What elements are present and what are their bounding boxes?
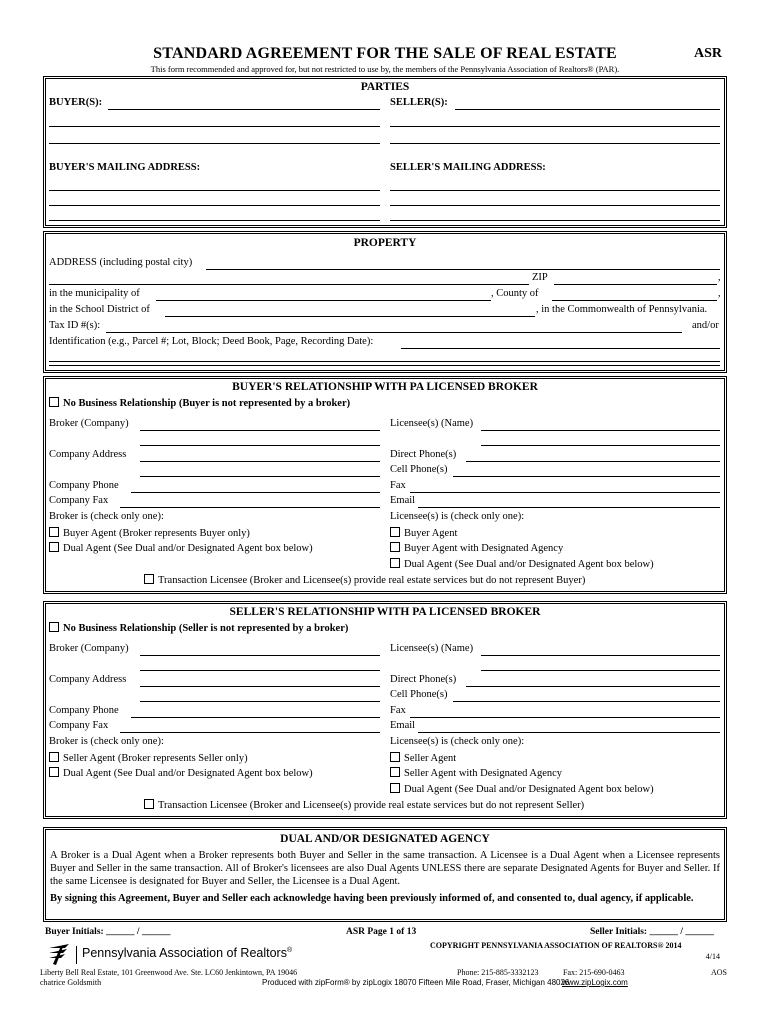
buyer-direct-phone-field[interactable] xyxy=(466,461,720,462)
par-logo-icon xyxy=(47,942,71,966)
buyer-broker-company-field[interactable] xyxy=(140,430,380,431)
property-section: PROPERTY ADDRESS (including postal city) ZIP , in the municipality of , County of , in the School District of , in the Commonwealth of Pennsylvania. Tax ID #(s): and/or Identification (e.g., Parcel #; Lot, Block; Deed Book, Page, Recording Date): xyxy=(43,231,727,373)
buyer-fax-field[interactable] xyxy=(410,492,720,493)
zip-label: ZIP xyxy=(532,272,548,283)
buyers-field-2[interactable] xyxy=(49,126,380,127)
property-heading: PROPERTY xyxy=(353,237,417,249)
buyers-field-3[interactable] xyxy=(49,143,380,144)
seller-company-phone-label: Company Phone xyxy=(49,705,119,716)
seller-company-address-field[interactable] xyxy=(140,686,380,687)
ziplogix-link[interactable]: www.zipLogix.com xyxy=(562,978,628,987)
address-field[interactable] xyxy=(206,269,720,270)
buyer-licensee-is-label: Licensee(s) is (check only one): xyxy=(390,511,525,522)
seller-licensee-name-field-2[interactable] xyxy=(481,670,720,671)
copyright: COPYRIGHT PENNSYLVANIA ASSOCIATION OF REALTORS® 2014 xyxy=(430,941,682,950)
seller-licensee-agent-checkbox[interactable] xyxy=(390,752,400,762)
form-code: ASR xyxy=(693,46,722,61)
buyer-direct-phone-label: Direct Phone(s) xyxy=(390,449,457,460)
identification-field[interactable] xyxy=(401,348,720,349)
seller-broker-company-field[interactable] xyxy=(140,655,380,656)
seller-direct-phone-field[interactable] xyxy=(466,686,720,687)
seller-broker-heading: SELLER'S RELATIONSHIP WITH PA LICENSED BROKER xyxy=(229,606,541,618)
aos-code: AOS xyxy=(710,968,727,977)
buyer-mailing-label: BUYER'S MAILING ADDRESS: xyxy=(49,162,201,173)
sellers-label: SELLER(S): xyxy=(390,97,448,108)
parties-section xyxy=(43,76,727,228)
seller-no-relationship-checkbox[interactable] xyxy=(49,622,59,632)
address-label: ADDRESS (including postal city) xyxy=(49,257,193,268)
seller-broker-section: SELLER'S RELATIONSHIP WITH PA LICENSED BROKER No Business Relationship (Seller is not represented by a broker) Broker (Company) Licensee(s) (Name) Company Address Direct Phone(s) Cell Phone(s) Company Phone Fax Company Fax Email Broker is (check only one): Licensee(s) is (check only one): Seller Agent (Broker represents Seller only) Seller Agent Dual Agent (See Dual and/or Designated Agent box below) Seller Agent with Designated Agency Dual Agent (See Dual and/or Designated Agent box below) Transaction Licensee (Broker and Licensee(s) provide real estate services but do not represent Seller) xyxy=(43,601,727,819)
sellers-field-2[interactable] xyxy=(390,126,720,127)
parties-heading: PARTIES xyxy=(360,81,410,93)
buyer-licensee-dual-checkbox[interactable] xyxy=(390,558,400,568)
seller-company-fax-field[interactable] xyxy=(120,732,380,733)
buyer-cell-phone-label: Cell Phone(s) xyxy=(390,464,448,475)
seller-no-relationship-label: No Business Relationship (Seller is not represented by a broker) xyxy=(63,623,349,634)
buyer-mailing-field-2[interactable] xyxy=(49,205,380,206)
seller-licensee-name-field[interactable] xyxy=(481,655,720,656)
seller-mailing-field-3[interactable] xyxy=(390,220,720,221)
address-field-2[interactable] xyxy=(49,284,529,285)
dual-agency-section xyxy=(43,827,727,922)
dual-agency-text: A Broker is a Dual Agent when a Broker represents both Buyer and Seller in the same transaction. A Licensee is a Dual Agent when a Licensee represents Buyer and Seller in the same transaction. All of Broker's licensees are also Dual Agents UNLESS there are separate Designated Agents for Buyer and Seller. If the same Licensee is designated for Buyer and Seller, the Licensee is a Dual Agent. xyxy=(50,850,720,888)
buyer-licensee-name-field[interactable] xyxy=(481,430,720,431)
seller-licensee-is-label: Licensee(s) is (check only one): xyxy=(390,736,525,747)
seller-fax-field[interactable] xyxy=(410,717,720,718)
seller-licensee-name-label: Licensee(s) (Name) xyxy=(390,643,474,654)
buyer-mailing-field-3[interactable] xyxy=(49,220,380,221)
buyer-agent-checkbox[interactable] xyxy=(49,527,59,537)
seller-broker-company-label: Broker (Company) xyxy=(49,643,129,654)
buyer-company-address-label: Company Address xyxy=(49,449,127,460)
buyer-designated-agent-checkbox[interactable] xyxy=(390,542,400,552)
tax-id-label: Tax ID #(s): xyxy=(49,320,101,331)
identification-label: Identification (e.g., Parcel #; Lot, Block; Deed Book, Page, Recording Date): xyxy=(49,336,374,347)
document-title: STANDARD AGREEMENT FOR THE SALE OF REAL ESTATE xyxy=(153,45,617,62)
buyer-broker-company-field-2[interactable] xyxy=(140,445,380,446)
dual-agency-ack: By signing this Agreement, Buyer and Seller each acknowledge having been previously informed of, and consented to, dual agency, if applicable. xyxy=(50,893,694,904)
buyer-no-relationship-label: No Business Relationship (Buyer is not represented by a broker) xyxy=(63,398,351,409)
seller-dual-agent-checkbox[interactable] xyxy=(49,767,59,777)
seller-designated-agent-checkbox[interactable] xyxy=(390,767,400,777)
buyer-mailing-field-1[interactable] xyxy=(49,190,380,191)
buyer-company-fax-field[interactable] xyxy=(120,507,380,508)
form-subtitle: This form recommended and approved for, but not restricted to use by, the members of the Pennsylvania Association of Realtors® (PAR). xyxy=(150,64,620,74)
seller-transaction-licensee-checkbox[interactable] xyxy=(144,799,154,809)
buyer-company-phone-label: Company Phone xyxy=(49,480,119,491)
seller-cell-phone-label: Cell Phone(s) xyxy=(390,689,448,700)
org-name: Pennsylvania Association of Realtors xyxy=(82,946,287,960)
version: 4/14 xyxy=(705,952,720,961)
buyer-broker-is-label: Broker is (check only one): xyxy=(49,511,164,522)
seller-broker-is-label: Broker is (check only one): xyxy=(49,736,164,747)
seller-direct-phone-label: Direct Phone(s) xyxy=(390,674,457,685)
buyer-licensee-name-label: Licensee(s) (Name) xyxy=(390,418,474,429)
buyer-email-label: Email xyxy=(390,495,416,506)
school-district-field[interactable] xyxy=(165,316,535,317)
commonwealth-label: , in the Commonwealth of Pennsylvania. xyxy=(536,304,708,315)
identification-field-3[interactable] xyxy=(49,365,720,366)
municipality-label: in the municipality of xyxy=(49,288,140,299)
seller-mailing-label: SELLER'S MAILING ADDRESS: xyxy=(390,162,546,173)
school-district-label: in the School District of xyxy=(49,304,150,315)
buyer-cell-phone-field[interactable] xyxy=(453,476,720,477)
brokerage-address: Liberty Bell Real Estate, 101 Greenwood Ave. Ste. LC60 Jenkintown, PA 19046 xyxy=(40,968,298,977)
seller-broker-company-field-2[interactable] xyxy=(140,670,380,671)
sellers-field[interactable] xyxy=(455,109,720,110)
buyer-email-field[interactable] xyxy=(418,507,720,508)
produced-with: Produced with zipForm® by zipLogix 18070 Fifteen Mile Road, Fraser, Michigan 48026 xyxy=(262,978,570,987)
agent-name: chatrice Goldsmith xyxy=(40,978,102,987)
buyer-dual-agent-checkbox[interactable] xyxy=(49,542,59,552)
buyer-initials[interactable]: Buyer Initials: ______ / ______ xyxy=(45,927,171,937)
buyers-label: BUYER(S): xyxy=(49,97,103,108)
seller-company-phone-field[interactable] xyxy=(131,717,380,718)
county-label: , County of xyxy=(491,288,539,299)
buyer-no-relationship-checkbox[interactable] xyxy=(49,397,59,407)
buyer-licensee-agent-checkbox[interactable] xyxy=(390,527,400,537)
seller-email-field[interactable] xyxy=(418,732,720,733)
municipality-field[interactable] xyxy=(156,300,491,301)
seller-initials[interactable]: Seller Initials: ______ / ______ xyxy=(590,927,714,937)
buyer-fax-label: Fax xyxy=(390,480,406,491)
seller-mailing-field-1[interactable] xyxy=(390,190,720,191)
dual-agency-heading: DUAL AND/OR DESIGNATED AGENCY xyxy=(280,833,490,845)
phone: Phone: 215-885-3332123 xyxy=(457,968,539,977)
buyer-broker-heading: BUYER'S RELATIONSHIP WITH PA LICENSED BROKER xyxy=(232,381,538,393)
buyer-company-fax-label: Company Fax xyxy=(49,495,109,506)
seller-fax-label: Fax xyxy=(390,705,406,716)
buyer-transaction-licensee-checkbox[interactable] xyxy=(144,574,154,584)
buyers-field[interactable] xyxy=(108,109,380,110)
county-field[interactable] xyxy=(552,300,717,301)
buyer-broker-section: BUYER'S RELATIONSHIP WITH PA LICENSED BROKER No Business Relationship (Buyer is not represented by a broker) Broker (Company) Licensee(s) (Name) Company Address Direct Phone(s) Cell Phone(s) Company Phone Fax Company Fax Email Broker is (check only one): Licensee(s) is (check only one): Buyer Agent (Broker represents Buyer only) Buyer Agent Dual Agent (See Dual and/or Designated Agent box below) Buyer Agent with Designated Agency Dual Agent (See Dual and/or Designated Agent box below) Transaction Licensee (Broker and Licensee(s) provide real estate services but do not represent Buyer) xyxy=(43,376,727,594)
identification-field-2[interactable] xyxy=(49,361,720,362)
buyer-broker-company-label: Broker (Company) xyxy=(49,418,129,429)
seller-mailing-field-2[interactable] xyxy=(390,205,720,206)
fax: Fax: 215-690-0463 xyxy=(563,968,625,977)
seller-cell-phone-field[interactable] xyxy=(453,701,720,702)
page-number: ASR Page 1 of 13 xyxy=(346,927,417,937)
buyer-company-phone-field[interactable] xyxy=(131,492,380,493)
seller-company-address-field-2[interactable] xyxy=(140,701,380,702)
tax-id-field[interactable] xyxy=(106,332,682,333)
sellers-field-3[interactable] xyxy=(390,143,720,144)
seller-licensee-dual-checkbox[interactable] xyxy=(390,783,400,793)
seller-company-fax-label: Company Fax xyxy=(49,720,109,731)
seller-agent-checkbox[interactable] xyxy=(49,752,59,762)
seller-company-address-label: Company Address xyxy=(49,674,127,685)
zip-field[interactable] xyxy=(554,284,717,285)
buyer-licensee-name-field-2[interactable] xyxy=(481,445,720,446)
buyer-company-address-field[interactable] xyxy=(140,461,380,462)
seller-email-label: Email xyxy=(390,720,416,731)
buyer-company-address-field-2[interactable] xyxy=(140,476,380,477)
andor-label: and/or xyxy=(692,320,719,331)
